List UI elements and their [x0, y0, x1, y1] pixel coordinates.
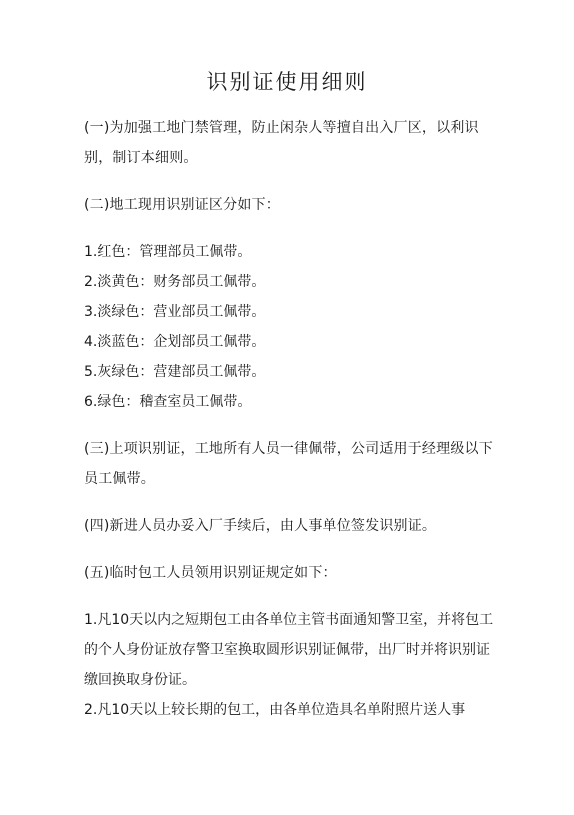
paragraph-new-staff: (四)新进人员办妥入厂手续后，由人事单位签发识别证。	[84, 518, 437, 534]
paragraph-classification: (二)地工现用识别证区分如下：	[84, 197, 280, 213]
temporary-rules-list	[84, 605, 494, 725]
list-item: 1.红色：管理部员工佩带。	[84, 244, 252, 260]
list-item: 5.灰绿色：营建部员工佩带。	[84, 364, 266, 380]
list-item: 2.淡黄色：财务部员工佩带。	[84, 274, 266, 290]
list-item: 1.凡10天以内之短期包工由各单位主管书面通知警卫室，并将包工的个人身份证放存警卫室换取圆形识别证佩带，出厂时并将识别证缴回换取身份证。	[84, 612, 494, 688]
list-item: 6.绿色：稽查室员工佩带。	[84, 394, 252, 410]
color-list	[84, 237, 494, 417]
document-title: 识别证使用细则	[206, 70, 368, 94]
document-body	[84, 113, 494, 725]
list-item: 2.凡10天以上较长期的包工，由各单位造具名单附照片送人事	[84, 702, 466, 718]
paragraph-temporary-workers: (五)临时包工人员领用识别证规定如下：	[84, 565, 337, 581]
list-item: 4.淡蓝色：企划部员工佩带。	[84, 334, 266, 350]
paragraph-wearing-rule: (三)上项识别证，工地所有人员一律佩带，公司适用于经理级以下员工佩带。	[84, 441, 493, 487]
paragraph-purpose: (一)为加强工地门禁管理，防止闲杂人等擅自出入厂区，以利识别，制订本细则。	[84, 120, 479, 166]
list-item: 3.淡绿色：营业部员工佩带。	[84, 304, 266, 320]
